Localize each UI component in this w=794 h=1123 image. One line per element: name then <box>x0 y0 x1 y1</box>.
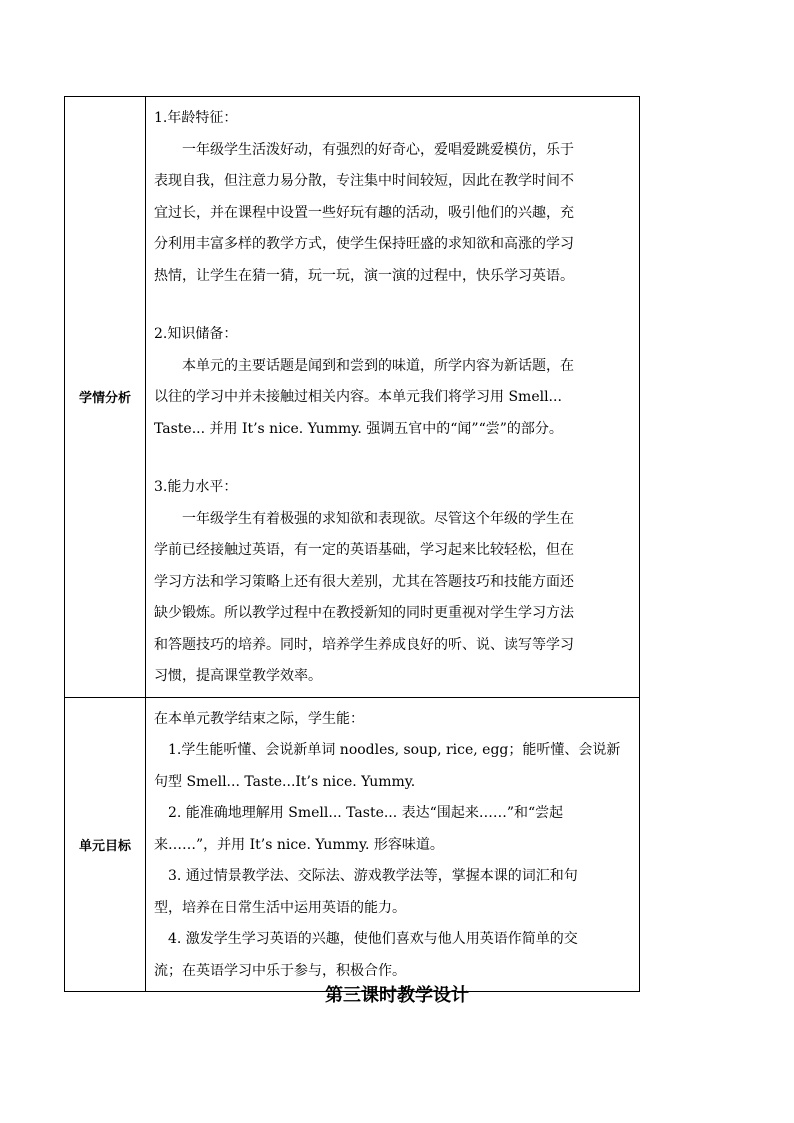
knowledge-line: Taste... 并用 It’s nice. Yummy. 强调五官中的“闻”“尝”的部分。 <box>154 420 563 437</box>
goal-line: 1.学生能听懂、会说新单词 noodles, soup, rice, egg；能听懂、会说新 <box>168 742 621 758</box>
age-line: 一年级学生活泼好动，有强烈的好奇心，爱唱爱跳爱模仿，乐于 <box>182 141 574 158</box>
lesson-title: 第三课时教学设计 <box>325 985 469 1006</box>
goals-label: 单元目标 <box>65 697 146 992</box>
age-line: 宜过长，并在课程中设置一些好玩有趣的活动，吸引他们的兴趣，充 <box>154 204 574 221</box>
goal-line: 4. 激发学生学习英语的兴趣，使他们喜欢与他人用英语作简单的交 <box>168 931 578 947</box>
spacer <box>154 445 631 472</box>
ability-line: 学前已经接触过英语，有一定的英语基础，学习起来比较轻松，但在 <box>154 542 574 558</box>
goal-line: 来……”，并用 It’s nice. Yummy. 形容味道。 <box>154 836 444 853</box>
age-line: 表现自我，但注意力易分散，专注集中时间较短，因此在教学时间不 <box>154 173 574 189</box>
lesson-plan-table <box>64 96 640 992</box>
goals-row <box>65 697 640 992</box>
analysis-label: 学情分析 <box>65 97 146 698</box>
goals-content <box>146 697 640 992</box>
age-heading: 1.年龄特征： <box>154 110 238 126</box>
ability-heading: 3.能力水平： <box>154 479 238 495</box>
knowledge-heading: 2.知识储备： <box>154 326 238 342</box>
ability-line: 缺少锻炼。所以教学过程中在教授新知的同时更重视对学生学习方法 <box>154 605 574 621</box>
ability-line: 一年级学生有着极强的求知欲和表现欲。尽管这个年级的学生在 <box>182 510 574 527</box>
goals-intro: 在本单元教学结束之际，学生能： <box>154 710 364 727</box>
goal-line: 3. 通过情景教学法、交际法、游戏教学法等，掌握本课的词汇和句 <box>168 868 578 884</box>
analysis-row <box>65 97 640 698</box>
ability-line: 和答题技巧的培养。同时，培养学生养成良好的听、说、读写等学习 <box>154 636 574 653</box>
ability-line: 习惯，提高课堂教学效率。 <box>154 668 322 684</box>
age-line: 分利用丰富多样的教学方式，使学生保持旺盛的求知欲和高涨的学习 <box>154 236 574 252</box>
goal-line: 流；在英语学习中乐于参与，积极合作。 <box>154 962 406 979</box>
analysis-content <box>146 97 640 698</box>
goal-line: 句型 Smell... Taste...It’s nice. Yummy. <box>154 773 416 790</box>
ability-line: 学习方法和学习策略上还有很大差别，尤其在答题技巧和技能方面还 <box>154 573 574 590</box>
goal-line: 型，培养在日常生活中运用英语的能力。 <box>154 899 406 916</box>
knowledge-line: 本单元的主要话题是闻到和尝到的味道，所学内容为新话题，在 <box>182 357 574 374</box>
age-line: 热情，让学生在猜一猜，玩一玩，演一演的过程中，快乐学习英语。 <box>154 267 574 284</box>
knowledge-line: 以往的学习中并未接触过相关内容。本单元我们将学习用 Smell... <box>154 389 562 405</box>
goal-line: 2. 能准确地理解用 Smell... Taste... 表达“围起来……”和“尝起 <box>168 805 564 821</box>
spacer <box>154 292 631 319</box>
